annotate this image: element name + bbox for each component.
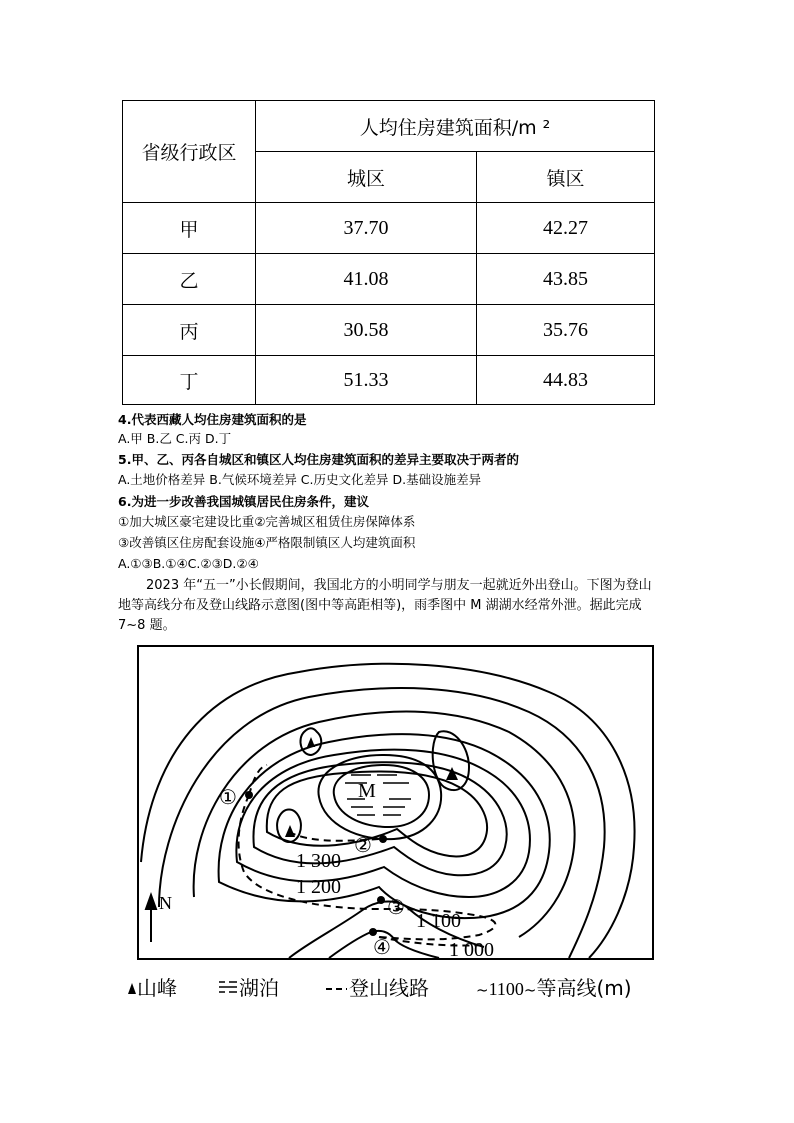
tilde-icon: ~ bbox=[476, 981, 489, 999]
question-4: 4.代表西藏人均住房建筑面积的是 bbox=[118, 412, 307, 427]
contour-line bbox=[277, 810, 301, 843]
city-cell: 30.58 bbox=[256, 305, 477, 356]
housing-area-table bbox=[122, 100, 655, 405]
legend-peak bbox=[127, 972, 177, 1001]
contour-map-svg bbox=[139, 647, 652, 958]
tilde-icon: ~ bbox=[523, 981, 537, 999]
question-4-options: A.甲 B.乙 C.丙 D.丁 bbox=[118, 431, 232, 446]
route-point-4 bbox=[369, 928, 377, 936]
point-label-3: ③ bbox=[387, 897, 405, 919]
table-row bbox=[123, 203, 655, 254]
group-header-cell: 人均住房建筑面积/m ² bbox=[256, 101, 655, 152]
legend-contour-sample: 1100 bbox=[488, 979, 524, 999]
lake-icon bbox=[217, 979, 239, 995]
city-cell: 51.33 bbox=[256, 356, 477, 405]
route-point-1 bbox=[245, 791, 253, 799]
north-arrow-icon bbox=[146, 895, 156, 942]
question-5-options: A.土地价格差异 B.气候环境差异 C.历史文化差异 D.基础设施差异 bbox=[118, 472, 482, 487]
region-cell: 甲 bbox=[123, 203, 256, 254]
passage-text: 2023 年“五一”小长假期间，我国北方的小明同学与朋友一起就近外出登山。下图为登山地等高线分布及登山线路示意图(图中等高距相等)，雨季图中 M 湖湖水经常外泄。据此完成 7~8 题。 bbox=[118, 578, 652, 633]
row-header-cell: 省级行政区 bbox=[123, 101, 256, 203]
lake-label: M bbox=[358, 780, 376, 802]
question-6: 6.为进一步改善我国城镇居民住房条件，建议 bbox=[118, 494, 369, 509]
legend-contour bbox=[476, 972, 632, 1001]
legend-lake-label: 湖泊 bbox=[239, 976, 279, 1000]
town-cell: 43.85 bbox=[477, 254, 655, 305]
peak-icon bbox=[307, 737, 315, 747]
contour-line bbox=[159, 688, 605, 958]
contour-label-1000: 1 000 bbox=[449, 939, 494, 958]
table-row bbox=[123, 356, 655, 405]
question-5: 5.甲、乙、丙各自城区和镇区人均住房建筑面积的差异主要取决于两者的 bbox=[118, 452, 519, 467]
legend-contour-label: 等高线(m) bbox=[536, 976, 632, 1000]
col-header-city: 城区 bbox=[256, 152, 477, 203]
col-header-town: 镇区 bbox=[477, 152, 655, 203]
region-cell: 丙 bbox=[123, 305, 256, 356]
legend-route-label: 登山线路 bbox=[349, 976, 429, 1000]
table-row bbox=[123, 305, 655, 356]
region-cell: 乙 bbox=[123, 254, 256, 305]
question-6-options: A.①③B.①④C.②③D.②④ bbox=[118, 556, 259, 571]
contour-map bbox=[137, 645, 654, 960]
contour-label-1300: 1 300 bbox=[296, 850, 341, 872]
table-row bbox=[123, 254, 655, 305]
contour-label-1200: 1 200 bbox=[296, 876, 341, 898]
city-cell: 37.70 bbox=[256, 203, 477, 254]
legend-route bbox=[325, 972, 429, 1001]
contour-line bbox=[194, 712, 575, 937]
city-cell: 41.08 bbox=[256, 254, 477, 305]
point-label-2: ② bbox=[354, 835, 372, 857]
point-label-4: ④ bbox=[373, 937, 391, 958]
town-cell: 35.76 bbox=[477, 305, 655, 356]
passage-7-8 bbox=[118, 576, 663, 636]
peak-icon bbox=[285, 825, 295, 837]
legend-lake bbox=[217, 972, 279, 1001]
town-cell: 42.27 bbox=[477, 203, 655, 254]
route-point-2 bbox=[379, 835, 387, 843]
contour-line bbox=[267, 772, 487, 857]
peak-icon bbox=[127, 981, 137, 995]
dashed-line-icon bbox=[325, 979, 349, 995]
north-label: N bbox=[159, 893, 172, 913]
contour-label-1100: 1 100 bbox=[416, 910, 461, 932]
lake-hatch bbox=[345, 775, 411, 815]
question-6-line-2: ③改善镇区住房配套设施④严格限制镇区人均建筑面积 bbox=[118, 535, 416, 550]
contour-line bbox=[253, 762, 506, 875]
region-cell: 丁 bbox=[123, 356, 256, 405]
town-cell: 44.83 bbox=[477, 356, 655, 405]
question-6-line-1: ①加大城区豪宅建设比重②完善城区租赁住房保障体系 bbox=[118, 514, 416, 529]
legend-peak-label: 山峰 bbox=[137, 976, 177, 1000]
route-point-3 bbox=[377, 896, 385, 904]
point-label-1: ① bbox=[219, 787, 237, 809]
